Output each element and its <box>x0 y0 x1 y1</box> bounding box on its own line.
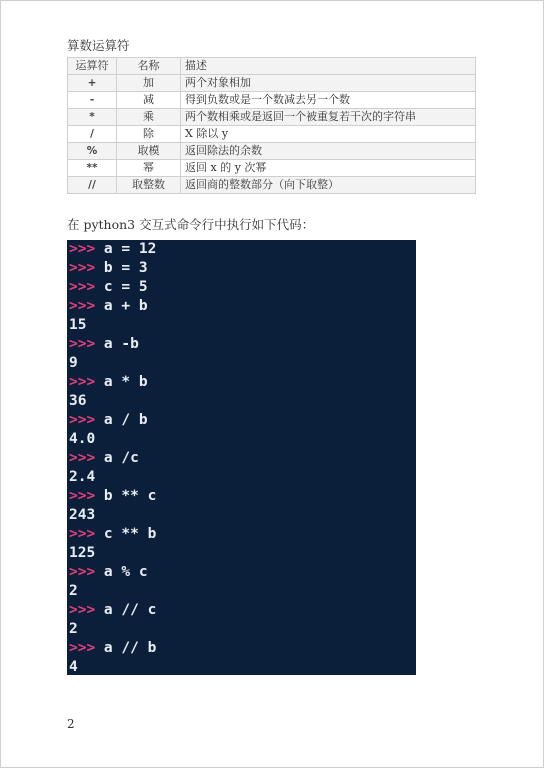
name-cell: 减 <box>117 92 181 109</box>
terminal-output-line <box>69 468 95 487</box>
table-row <box>68 92 476 109</box>
terminal-command: a = 12 <box>95 241 157 257</box>
operator-cell: ** <box>68 160 117 177</box>
description-cell: 两个对象相加 <box>181 75 476 92</box>
table-row <box>68 109 476 126</box>
terminal-result: 4 <box>69 659 78 675</box>
operator-cell: * <box>68 109 117 126</box>
terminal-input-line <box>69 487 156 506</box>
terminal-output-line <box>69 582 78 601</box>
section-title: 算数运算符 <box>67 38 130 53</box>
terminal-prompt: >>> <box>69 488 96 504</box>
operator-cell: // <box>68 177 117 194</box>
terminal-prompt: >>> <box>69 241 96 257</box>
terminal-command: a / b <box>95 412 148 428</box>
description-cell: 得到负数或是一个数减去另一个数 <box>181 92 476 109</box>
name-cell: 幂 <box>117 160 181 177</box>
terminal-input-line <box>69 335 139 354</box>
terminal-command: c = 5 <box>95 279 148 295</box>
operator-cell: - <box>68 92 117 109</box>
table-row <box>68 160 476 177</box>
terminal-output-line <box>69 316 86 335</box>
terminal-command: a -b <box>95 336 139 352</box>
name-cell: 乘 <box>117 109 181 126</box>
terminal-input-line <box>69 449 139 468</box>
name-cell: 除 <box>117 126 181 143</box>
terminal-command: a /c <box>95 450 139 466</box>
table-row <box>68 126 476 143</box>
intro-text: 在 python3 交互式命令行中执行如下代码： <box>67 217 315 232</box>
terminal-result: 243 <box>69 507 96 523</box>
terminal-input-line <box>69 240 156 259</box>
terminal-prompt: >>> <box>69 260 96 276</box>
table-row <box>68 143 476 160</box>
name-cell: 加 <box>117 75 181 92</box>
operators-table <box>67 57 476 194</box>
terminal-command: b ** c <box>95 488 157 504</box>
description-cell: 返回除法的余数 <box>181 143 476 160</box>
description-cell: 两个数相乘或是返回一个被重复若干次的字符串 <box>181 109 476 126</box>
terminal-input-line <box>69 278 148 297</box>
terminal-result: 2 <box>69 583 78 599</box>
terminal-command: b = 3 <box>95 260 148 276</box>
terminal-input-line <box>69 563 148 582</box>
operator-cell: / <box>68 126 117 143</box>
description-cell: 返回商的整数部分（向下取整） <box>181 177 476 194</box>
table-header-row <box>68 58 476 75</box>
terminal-command: a * b <box>95 374 148 390</box>
terminal-prompt: >>> <box>69 374 96 390</box>
terminal-command: a % c <box>95 564 148 580</box>
operator-cell: % <box>68 143 117 160</box>
terminal-prompt: >>> <box>69 336 96 352</box>
terminal-command: a // c <box>95 602 157 618</box>
python-terminal-screenshot <box>67 240 416 675</box>
terminal-prompt: >>> <box>69 564 96 580</box>
terminal-input-line <box>69 639 156 658</box>
terminal-output-line <box>69 658 78 677</box>
terminal-input-line <box>69 297 148 316</box>
terminal-input-line <box>69 411 148 430</box>
description-cell: 返回 x 的 y 次幂 <box>181 160 476 177</box>
terminal-output-line <box>69 544 95 563</box>
header-description: 描述 <box>181 58 476 75</box>
name-cell: 取模 <box>117 143 181 160</box>
terminal-result: 9 <box>69 355 78 371</box>
terminal-command: a + b <box>95 298 148 314</box>
description-cell: X 除以 y <box>181 126 476 143</box>
terminal-input-line <box>69 601 156 620</box>
terminal-result: 2 <box>69 621 78 637</box>
terminal-input-line <box>69 525 156 544</box>
name-cell: 取整数 <box>117 177 181 194</box>
header-operator: 运算符 <box>68 58 117 75</box>
terminal-input-line <box>69 259 148 278</box>
header-name: 名称 <box>117 58 181 75</box>
table-row <box>68 75 476 92</box>
terminal-result: 4.0 <box>69 431 96 447</box>
terminal-prompt: >>> <box>69 602 96 618</box>
page-number: 2 <box>67 717 75 731</box>
table-row <box>68 177 476 194</box>
operator-cell: + <box>68 75 117 92</box>
terminal-result: 2.4 <box>69 469 96 485</box>
terminal-input-line <box>69 373 148 392</box>
terminal-command: c ** b <box>95 526 157 542</box>
terminal-result: 36 <box>69 393 87 409</box>
terminal-prompt: >>> <box>69 526 96 542</box>
terminal-output-line <box>69 620 78 639</box>
terminal-output-line <box>69 506 95 525</box>
terminal-result: 125 <box>69 545 96 561</box>
terminal-prompt: >>> <box>69 298 96 314</box>
terminal-prompt: >>> <box>69 412 96 428</box>
terminal-output-line <box>69 430 95 449</box>
terminal-command: a // b <box>95 640 157 656</box>
terminal-result: 15 <box>69 317 87 333</box>
terminal-prompt: >>> <box>69 450 96 466</box>
terminal-output-line <box>69 392 86 411</box>
terminal-output-line <box>69 354 78 373</box>
terminal-prompt: >>> <box>69 279 96 295</box>
terminal-prompt: >>> <box>69 640 96 656</box>
